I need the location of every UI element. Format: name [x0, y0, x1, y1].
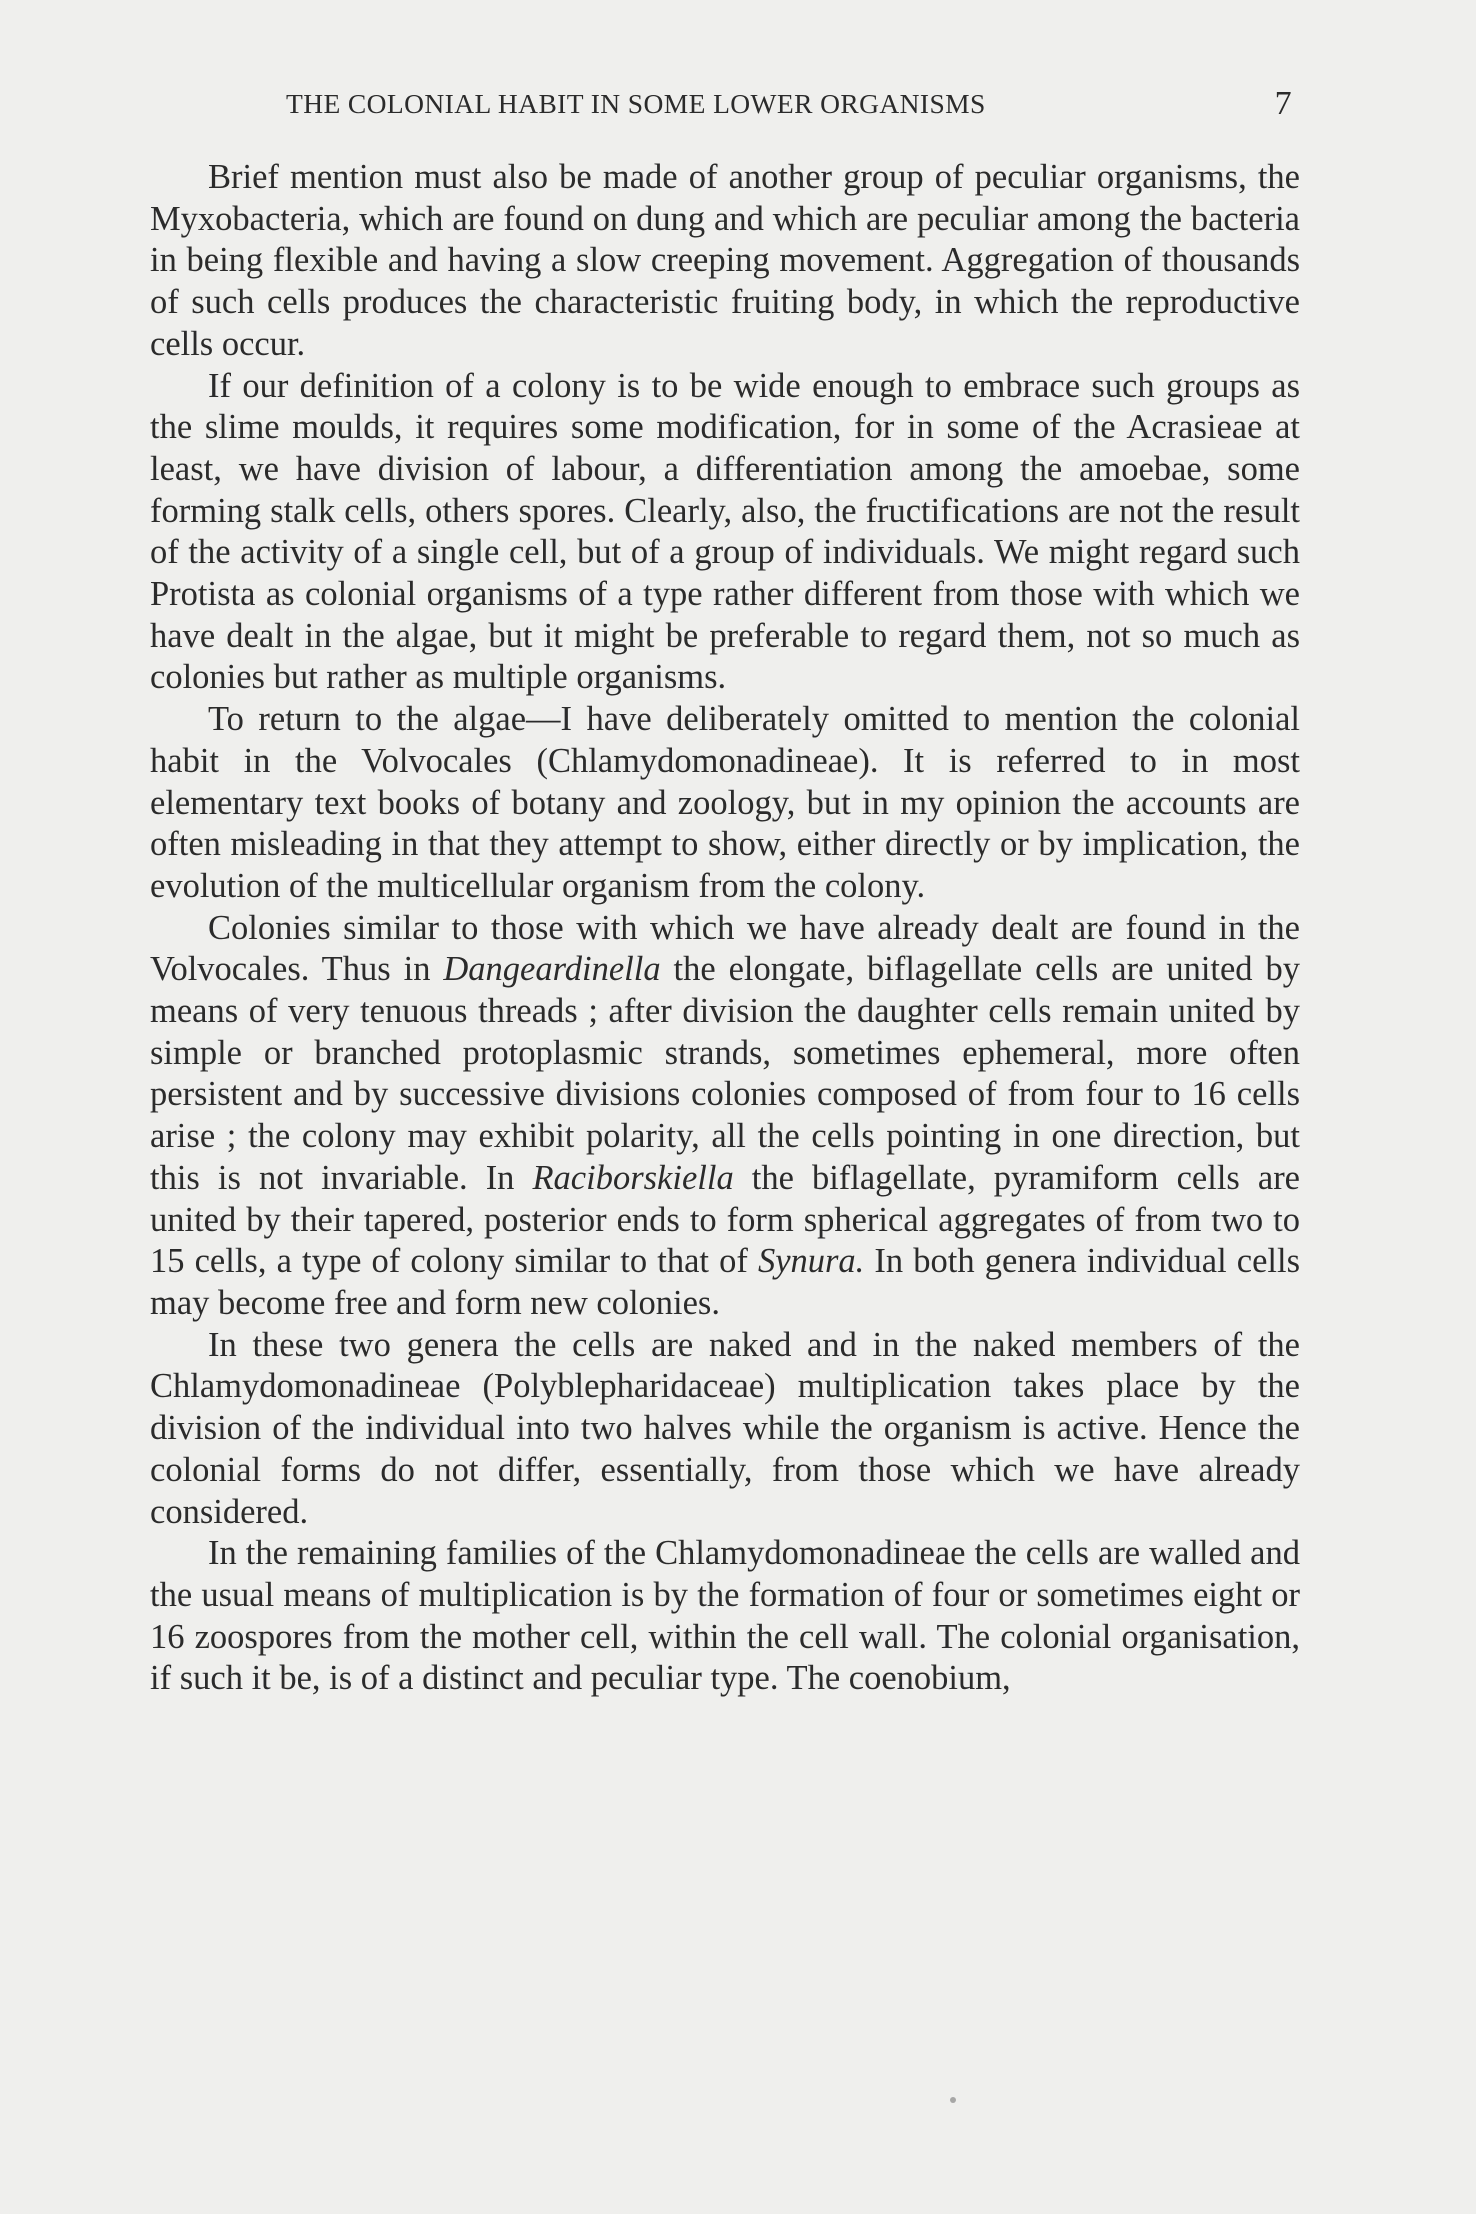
page-number: 7 — [1274, 85, 1292, 122]
text-run: Colonies similar to those with which we have already dealt are found in the Volvocales. Thus in — [150, 908, 1300, 989]
paragraph — [150, 366, 1300, 700]
paragraph — [150, 157, 1300, 366]
text-run: the elongate, biflagellate cells are united by means of very tenuous threads ; after division the daughter cells remain united by simple or branched protoplasmic strands, sometimes ephemeral, more often persistent and by successive divisions colonies composed of from four to 16 cells arise ; the colony may exhibit polarity, all the cells pointing in one direction, but this is not invariable. In — [150, 950, 1300, 1197]
paragraph — [150, 1533, 1300, 1700]
italic-term: Raciborskiella — [532, 1158, 734, 1197]
text-run: Brief mention must also be made of another group of peculiar organisms, the Myxobacteria, which are found on dung and which are peculiar among the bacteria in being flexible and having a slow creeping movement. Aggregation of thousands of such cells produces the characteristic fruiting body, in which the reproductive cells occur. — [150, 158, 1300, 363]
text-run: In these two genera the cells are naked and in the naked members of the Chlamydomonadineae (Polyblepharidaceae) multiplication takes place by the division of the individual into two halves while the organism is active. Hence the colonial forms do not differ, essentially, from those which we have already considered. — [150, 1325, 1300, 1531]
print-speck — [950, 2097, 956, 2103]
italic-term: Synura. — [757, 1242, 865, 1281]
paragraph — [150, 699, 1300, 908]
body-text — [150, 157, 1300, 1700]
italic-term: Dangeardinella — [443, 950, 661, 989]
text-run: To return to the algae—I have deliberately omitted to mention the colonial habit in the Volvocales (Chlamydomonadineae). It is referred to in most elementary text books of botany and zoology, but in my opinion the accounts are often misleading in that they attempt to show, either directly or by implication, the evolution of the multicellular organism from the colony. — [150, 700, 1300, 905]
paragraph — [150, 1325, 1300, 1534]
text-run: In the remaining families of the Chlamydomonadineae the cells are walled and the usual means of multiplication is by the formation of four or sometimes eight or 16 zoospores from the mother cell, within the cell wall. The colonial organisation, if such it be, is of a distinct and peculiar type. The coenobium, — [150, 1534, 1300, 1698]
text-run: In both genera individual cells may become free and form new colonies. — [150, 1242, 1300, 1322]
text-run: the biflagellate, pyramiform cells are united by their tapered, posterior ends to form spherical aggregates of from two to 15 cells, a type of colony similar to that of — [150, 1158, 1300, 1281]
paragraph — [150, 908, 1300, 1325]
running-head — [286, 84, 1292, 124]
running-title: THE COLONIAL HABIT IN SOME LOWER ORGANISMS — [286, 88, 986, 119]
text-run: If our definition of a colony is to be wide enough to embrace such groups as the slime moulds, it requires some modification, for in some of the Acrasieae at least, we have division of labour, a differentiation among the amoebae, some forming stalk cells, others spores. Clearly, also, the fructifications are not the result of the activity of a single cell, but of a group of individuals. We might regard such Protista as colonial organisms of a type rather different from those with which we have dealt in the algae, but it might be preferable to regard them, not so much as colonies but rather as multiple organisms. — [150, 366, 1300, 697]
